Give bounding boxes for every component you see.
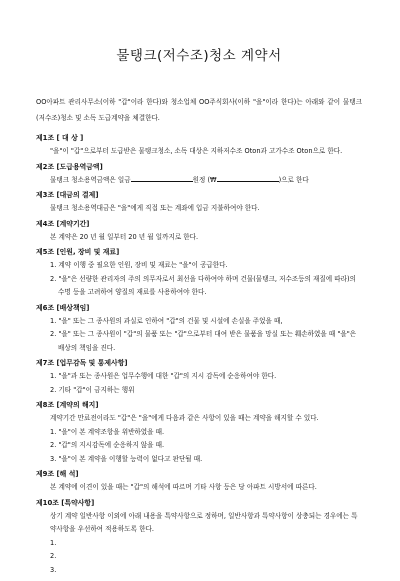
amount-number-blank[interactable]: [217, 174, 279, 182]
article-heading: 제1조 [ 대 상 ]: [36, 134, 84, 142]
article-heading: 제3조 [대금의 결제]: [36, 191, 99, 199]
article-body: [36, 481, 362, 495]
article-line: 2. 기타 "갑"이 금지하는 행위: [50, 385, 135, 394]
article-line: 1. "을"과 또는 종사원은 업무수행에 대한 "갑"의 지시 감독에 순응하여야 한다.: [50, 372, 277, 380]
article-line: 2.: [50, 552, 57, 560]
article-heading: 제9조 [해 석]: [36, 470, 79, 478]
article-heading: 제4조 [계약기간]: [36, 219, 90, 228]
article-line: 1. 계약 이행 중 필요한 인원, 장비 및 재료는 "을"이 공급한다.: [50, 261, 228, 269]
intro-paragraph: OO아파트 관리사무소(이하 "갑"이라 한다)와 청소업체 OO주식회사(이하 "을"이라 한다)는 아래와 같이 물탱크(저수조)청소 및 소독 도급계약을 체결한다.: [36, 98, 362, 122]
article-7: [36, 357, 362, 397]
amount-prefix: 물탱크 청소용역금액은 일금: [50, 175, 131, 184]
article-line: 물탱크 청소용역대금은 "을"에게 직접 또는 계좌에 입금 지불하여야 한다.: [50, 204, 260, 212]
article-heading: 제7조 [업무감독 및 통제사항]: [36, 359, 128, 367]
article-line: 1.: [50, 538, 57, 547]
article-body: [36, 412, 362, 466]
article-line: 본 계약은 20 년 월 일부터 20 년 월 일까지로 한다.: [50, 232, 199, 241]
article-10: [36, 497, 362, 578]
article-body: [36, 510, 362, 578]
article-3: [36, 189, 362, 216]
article-6: [36, 302, 362, 356]
article-heading: 제5조 [인원, 장비 및 재료]: [36, 248, 120, 256]
amount-mid: 원정 (₩: [192, 175, 217, 184]
article-5: [36, 246, 362, 300]
article-line: 1. "을" 또는 그 종사원의 과실로 인하여 "갑"의 건물 및 시설에 손실을 주었을 때,: [50, 316, 283, 325]
article-line: 상기 계약 일반사항 이외에 아래 내용을 특약사항으로 정하며, 일반사항과 특약사항이 상충되는 경우에는 특약사항을 우선하여 적용하도록 한다.: [50, 511, 358, 533]
article-heading: 제10조 [특약사항]: [36, 498, 95, 507]
article-body: [36, 202, 362, 216]
article-line: 3. "을"이 본 계약을 이행할 능력이 없다고 판단될 때.: [50, 454, 203, 463]
article-body: [36, 145, 362, 159]
article-4: [36, 218, 362, 245]
article-2: [36, 161, 362, 188]
article-9: [36, 468, 362, 495]
article-body: [36, 259, 362, 300]
amount-line: [50, 174, 362, 188]
article-line: 1. "을"이 본 계약조항을 위반하였을 때.: [50, 427, 165, 436]
article-line: 계약기간 만료전이라도 "갑"은 "을"에게 다음과 같은 사항이 있을 때는 계약을 해지할 수 있다.: [50, 414, 319, 422]
amount-suffix: )으로 한다: [278, 175, 309, 184]
article-line: 2. "을"은 선량한 관리자의 주의 의무자로서 최선을 다하여야 하며 건물(물탱크, 저수조등의 재질에 따라)의 수명 등을 고려하여 양질의 재료를 사용하여야 한다.: [50, 274, 356, 296]
article-heading: 제2조 [도급용역금액]: [36, 162, 103, 171]
article-body: [36, 370, 362, 397]
article-line: 3.: [50, 565, 57, 574]
articles-list: [36, 132, 362, 577]
article-body: [36, 174, 362, 188]
article-line: 2. "갑"의 지시감독에 순응하지 않을 때.: [50, 441, 165, 449]
amount-korean-blank[interactable]: [131, 174, 193, 182]
article-8: [36, 399, 362, 466]
article-body: [36, 315, 362, 356]
article-line: 본 계약에 이견이 있을 때는 "갑"의 해석에 따르며 기타 사항 등은 당 아파트 시방서에 따른다.: [50, 483, 317, 491]
article-line: 2. "을" 또는 그 종사원이 "갑"의 물품 또는 "갑"으로부터 대여 받은 물품을 망실 또는 훼손하였을 때 "을"은 배상의 책임을 진다.: [50, 330, 357, 352]
article-heading: 제8조 [계약의 해지]: [36, 401, 99, 409]
document-title: 물탱크(저수조)청소 계약서: [116, 48, 282, 64]
article-line: "을"이 "갑"으로부터 도급받은 물탱크청소, 소독 대상은 지하저수조 Oton과 고가수조 Oton으로 한다.: [50, 147, 343, 155]
article-body: [36, 231, 362, 245]
article-1: [36, 132, 362, 159]
article-heading: 제6조 [배상책임]: [36, 303, 90, 312]
